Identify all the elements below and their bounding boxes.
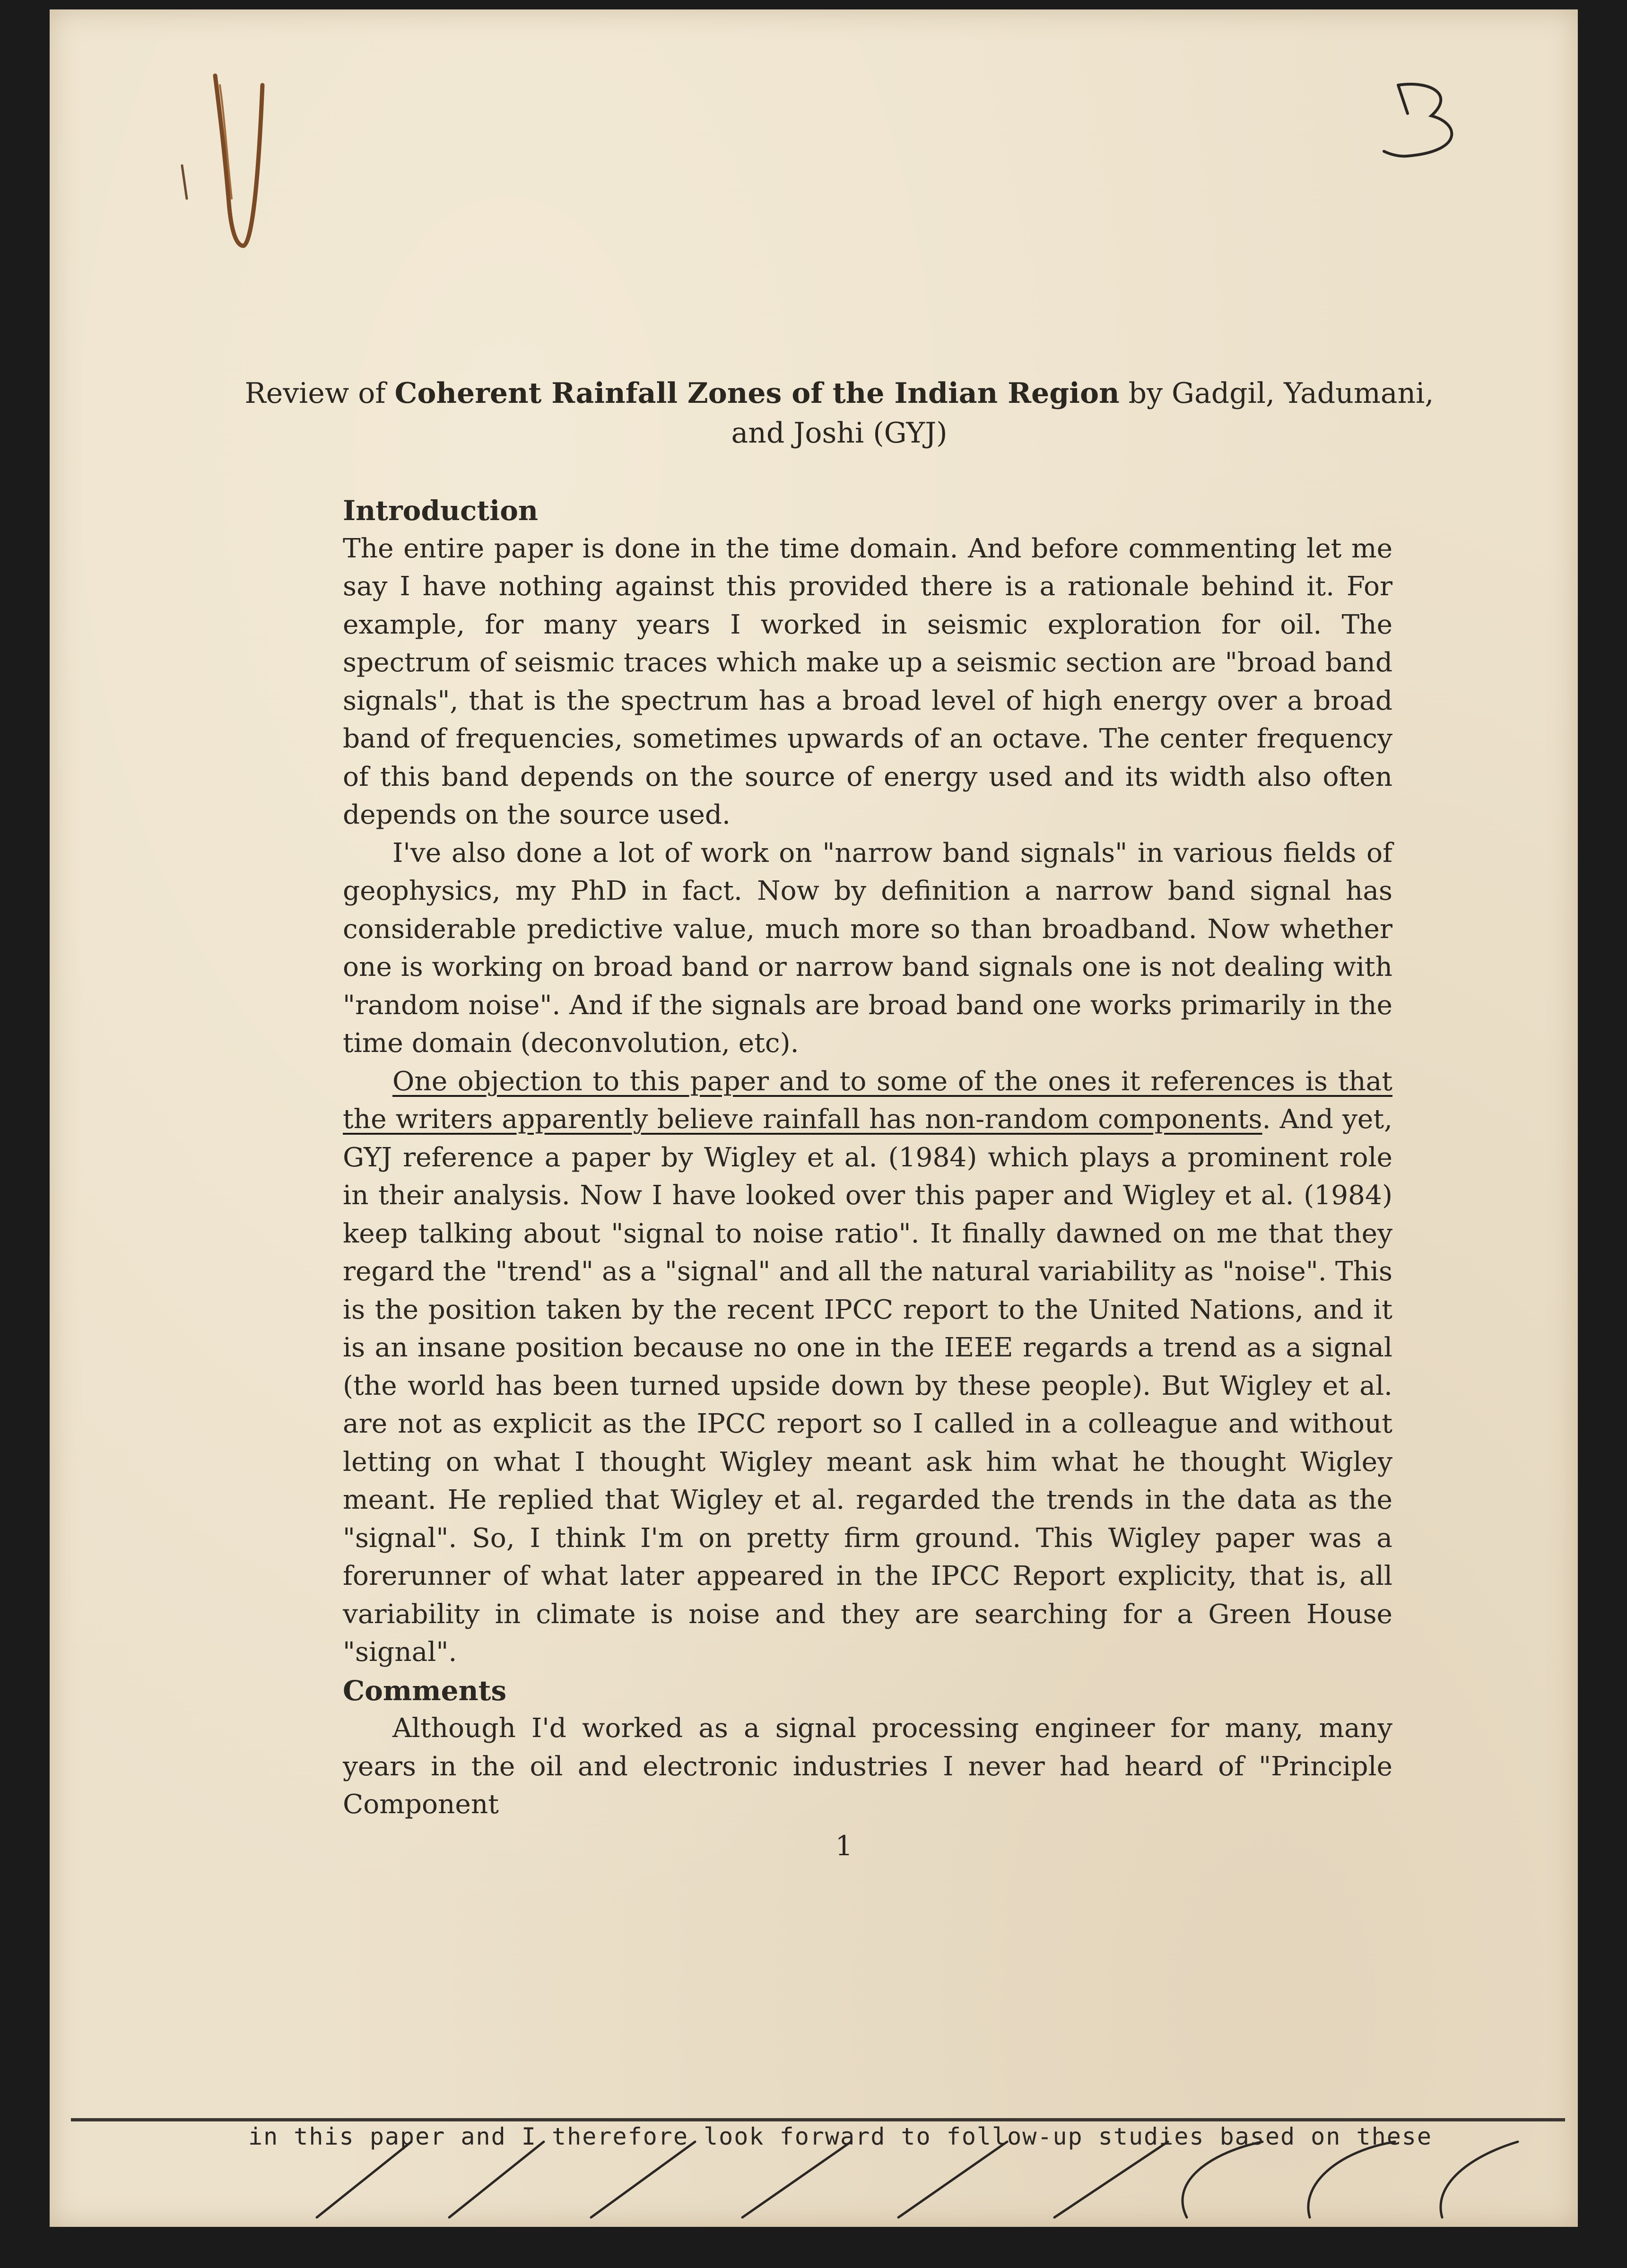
introduction-heading: Introduction [343, 495, 539, 527]
handwritten-mark-b [1379, 76, 1479, 170]
intro-paragraph-3 [343, 1063, 1392, 1672]
document-page [50, 9, 1578, 2227]
pencil-strike-marks [71, 2113, 1565, 2222]
review-title [239, 374, 1440, 453]
comments-heading: Comments [343, 1674, 507, 1707]
typed-carryover-line: in this paper and I therefore look forward to follow-up studies based on these [248, 2123, 1432, 2150]
intro-paragraph-3-rest: . And yet, GYJ reference a paper by Wigley et al. (1984) which plays a prominent role in their analysis. Now I have looked over this paper and Wigley et al. (1984) keep talking about "signal to noise ratio". It finally dawned on me that they regard the "trend" as a "signal" and all the natural variability as "noise". This is the position taken by the recent IPCC report to the United Nations, and it is an insane position because no one in the IEEE regards a trend as a signal (the world has been turned upside down by these people). But Wigley et al. are not as explicit as the IPCC report so I called in a colleague and without letting on what I thought Wigley meant ask him what he thought Wigley meant. He replied that Wigley et al. regarded the trends in the data as the "signal". So, I think I'm on pretty firm ground. This Wigley paper was a forerunner of what later appeared in the IPCC Report explicity, that is, all variability in climate is noise and they are searching for a Green House "signal". [343, 1104, 1392, 1668]
intro-paragraph-1: The entire paper is done in the time domain. And before commenting let me say I have nothing against this provided there is a rationale behind it. For example, for many years I worked in seismic exploration for oil. The spectrum of seismic traces which make up a seismic section are "broad band signals", that is the spectrum has a broad level of high energy over a broad band of frequencies, sometimes upwards of an octave. The center frequency of this band depends on the source of energy used and its width also often depends on the source used. [343, 533, 1392, 830]
underlined-objection: One objection to this paper and to some of the ones it references is that the writers apparently believe rainfall has non-random components [343, 1066, 1392, 1135]
title-prefix: Review of [244, 377, 395, 410]
page-number: 1 [835, 1830, 853, 1862]
attached-typed-strip [71, 2113, 1565, 2222]
intro-paragraph-2: I've also done a lot of work on "narrow band signals" in various fields of geophysics, my PhD in fact. Now by definition a narrow band signal has considerable predictive value, much more so than broadband. Now whether one is working on broad band or narrow band signals one is not dealing with "random noise". And if the signals are broad band one works primarily in the time domain (deconvolution, etc). [343, 837, 1392, 1059]
staple-rust-mark [154, 57, 296, 255]
title-paper-name: Coherent Rainfall Zones of the Indian Region [394, 377, 1120, 410]
comments-paragraph-1: Although I'd worked as a signal processing engineer for many, many years in the oil and electronic industries I never had heard of "Principle Component [343, 1713, 1392, 1820]
title-suffix: by Gadgil, Yadumani, and Joshi (GYJ) [731, 377, 1434, 450]
document-body [343, 492, 1392, 1824]
